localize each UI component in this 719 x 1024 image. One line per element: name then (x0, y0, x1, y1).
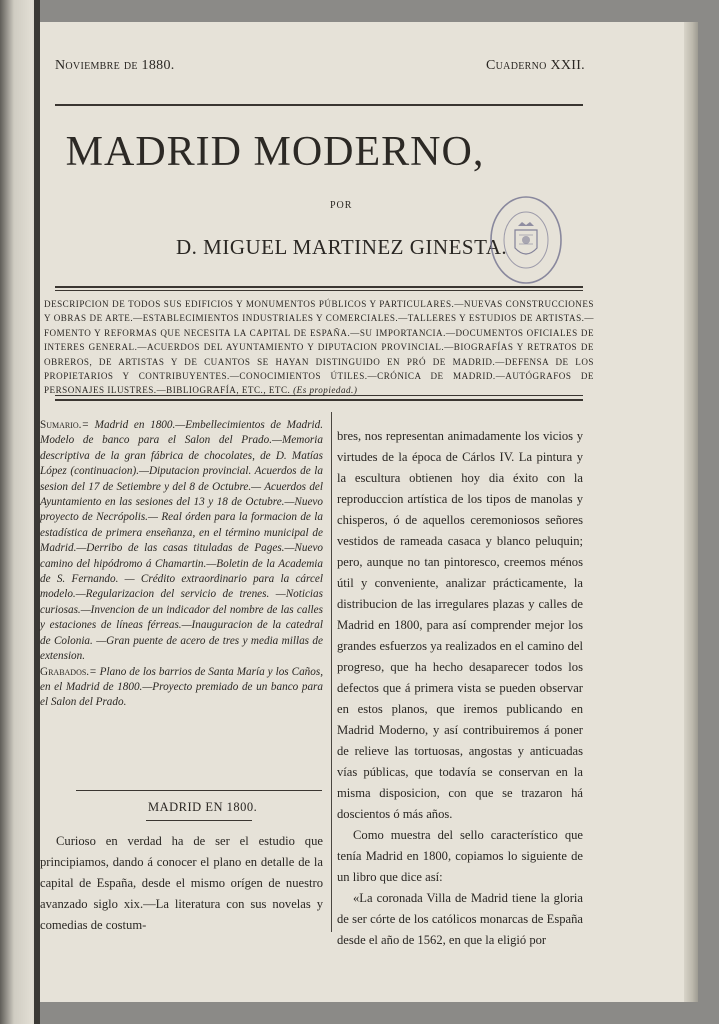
article-left-column (40, 831, 323, 936)
summary (40, 418, 323, 665)
article-right-column (337, 426, 583, 951)
section-rule-top (76, 790, 322, 791)
section-rule-bottom (146, 820, 252, 821)
article-paragraph: Como muestra del sello característico que tenía Madrid en 1800, copiamos lo siguiente de un libro que dice así: (337, 828, 583, 884)
header-rule (55, 104, 583, 106)
running-header (55, 58, 585, 82)
issue-date: Noviembre de 1880. (55, 58, 175, 73)
article-paragraph: Curioso en verdad ha de ser el estudio que principiamos, dando á conocer el plano en detalle de la capital de España, desde el mismo orígen de nuestro avanzado siglo xix.—La literatura con sus novelas y comedias de costum- (40, 834, 323, 932)
summary-text: = Madrid en 1800.—Embellecimientos de Madrid. Modelo de banco para el Salon del Prado.—Memoria descriptiva de la gran fábrica de chocolates, de D. Matías López (continuacion).—Diputacion provincial. Acuerdos de la sesion del 17 de Setiembre y del 8 de Octubre.— Acuerdos del Ayuntamiento en las sesiones del 13 y 18 de Octubre.—Nuevo proyecto de Necrópolis.— Real órden para la formacion de la estadística de primera enseñanza, en el término municipal de Madrid.—Derribo de las casas tituladas de Pages.—Nuevo camino del hipódromo á Chamartin.—Boletin de la Academia de S. Fernando. — Crédito extraordinario para la cárcel modelo.—Regularizacion del servicio de trenes. —Noticias curiosas.—Invencion de un indicador del nombre de las calles y estaciones de líneas férreas.—Inauguracion de la catedral de Colonia. —Gran puente de acero de tres y media millas de extension. (40, 419, 323, 663)
author-name: D. MIGUEL MARTINEZ GINESTA. (176, 235, 508, 259)
desc-rule-top-2 (55, 290, 583, 291)
issue-number: Cuaderno XXII. (486, 58, 585, 73)
column-divider (331, 412, 332, 932)
engravings-label: Grabados. (40, 665, 90, 678)
article-paragraph: «La coronada Villa de Madrid tiene la gloria de ser córte de los católicos monarcas de España desde el año de 1562, en que la eligió por (337, 891, 583, 947)
desc-rule-bottom-1 (55, 395, 583, 396)
description-text: DESCRIPCION DE TODOS SUS EDIFICIOS Y MONUMENTOS PÚBLICOS Y PARTICULARES.—NUEVAS CONSTRUCCIONES Y OBRAS DE ARTE.—ESTABLECIMIENTOS INDUSTRIALES Y COMERCIALES.—TALLERES Y ESTUDIOS DE ARTISTAS.—FOMENTO Y REFORMAS QUE NECESITA LA CAPITAL DE ESPAÑA.—SU IMPORTANCIA.—DOCUMENTOS OFICIALES DE INTERES GENERAL.—ACUERDOS DEL AYUNTAMIENTO Y DIPUTACION PROVINCIAL.—BIOGRAFÍAS Y RETRATOS DE OBREROS, DE ARTISTAS Y DE CUANTOS SE HAYAN DISTINGUIDO EN PRÓ DE MADRID.—DEFENSA DE LOS PROPIETARIOS Y CONTRIBUYENTES.—CONOCIMIENTOS ÚTILES.—CRÓNICA DE MADRID.—AUTÓGRAFOS DE PERSONAJES ILUSTRES.—BIBLIOGRAFÍA, ETC., ETC. (44, 299, 594, 396)
description-block (44, 297, 594, 398)
article-paragraph: bres, nos representan animadamente los vicios y virtudes de la época de Cárlos IV. La pintura y la escultura obtienen hoy dia éxito con la reproduccion artística de los tipos de manolas y chisperos, ó de aquellos ceremoniosos señores vestidos de rameada casaca y blanco peluquin; pero, aunque no tan pintoresco, creemos ménos útil y conveniente, analizar prácticamente, la distribucion de las irregulares plazas y calles de Madrid en 1800, para así comprender mejor los grandes esfuerzos ya realizados en el camino del progreso, que ha hecho desaparecer todos los defectos que á primera vista se pueden observar en estos planos, que iremos publicando en Madrid Moderno, y así contribuiremos á poner de relieve las tortuosas, angostas y anticuadas vías públicas, que todavía se conservan en la misma disposicion, con que se trazaron há doscientos ó más años. (337, 429, 583, 821)
byline-por: POR (330, 200, 353, 211)
page-edge (684, 22, 698, 1002)
masthead-title: MADRID MODERNO, (65, 129, 485, 175)
summary-label: Sumario. (40, 419, 82, 431)
desc-rule-top-1 (55, 286, 583, 288)
copyright-note: (Es propiedad.) (293, 385, 358, 396)
engravings (40, 665, 323, 711)
section-title: MADRID EN 1800. (148, 800, 258, 814)
summary-column (40, 418, 323, 711)
library-stamp (488, 194, 564, 286)
engravings-text: = Plano de los barrios de Santa María y los Caños, en el Madrid de 1800.—Proyecto premiado de un banco para el Salon del Prado. (40, 665, 323, 709)
desc-rule-bottom-2 (55, 399, 583, 401)
